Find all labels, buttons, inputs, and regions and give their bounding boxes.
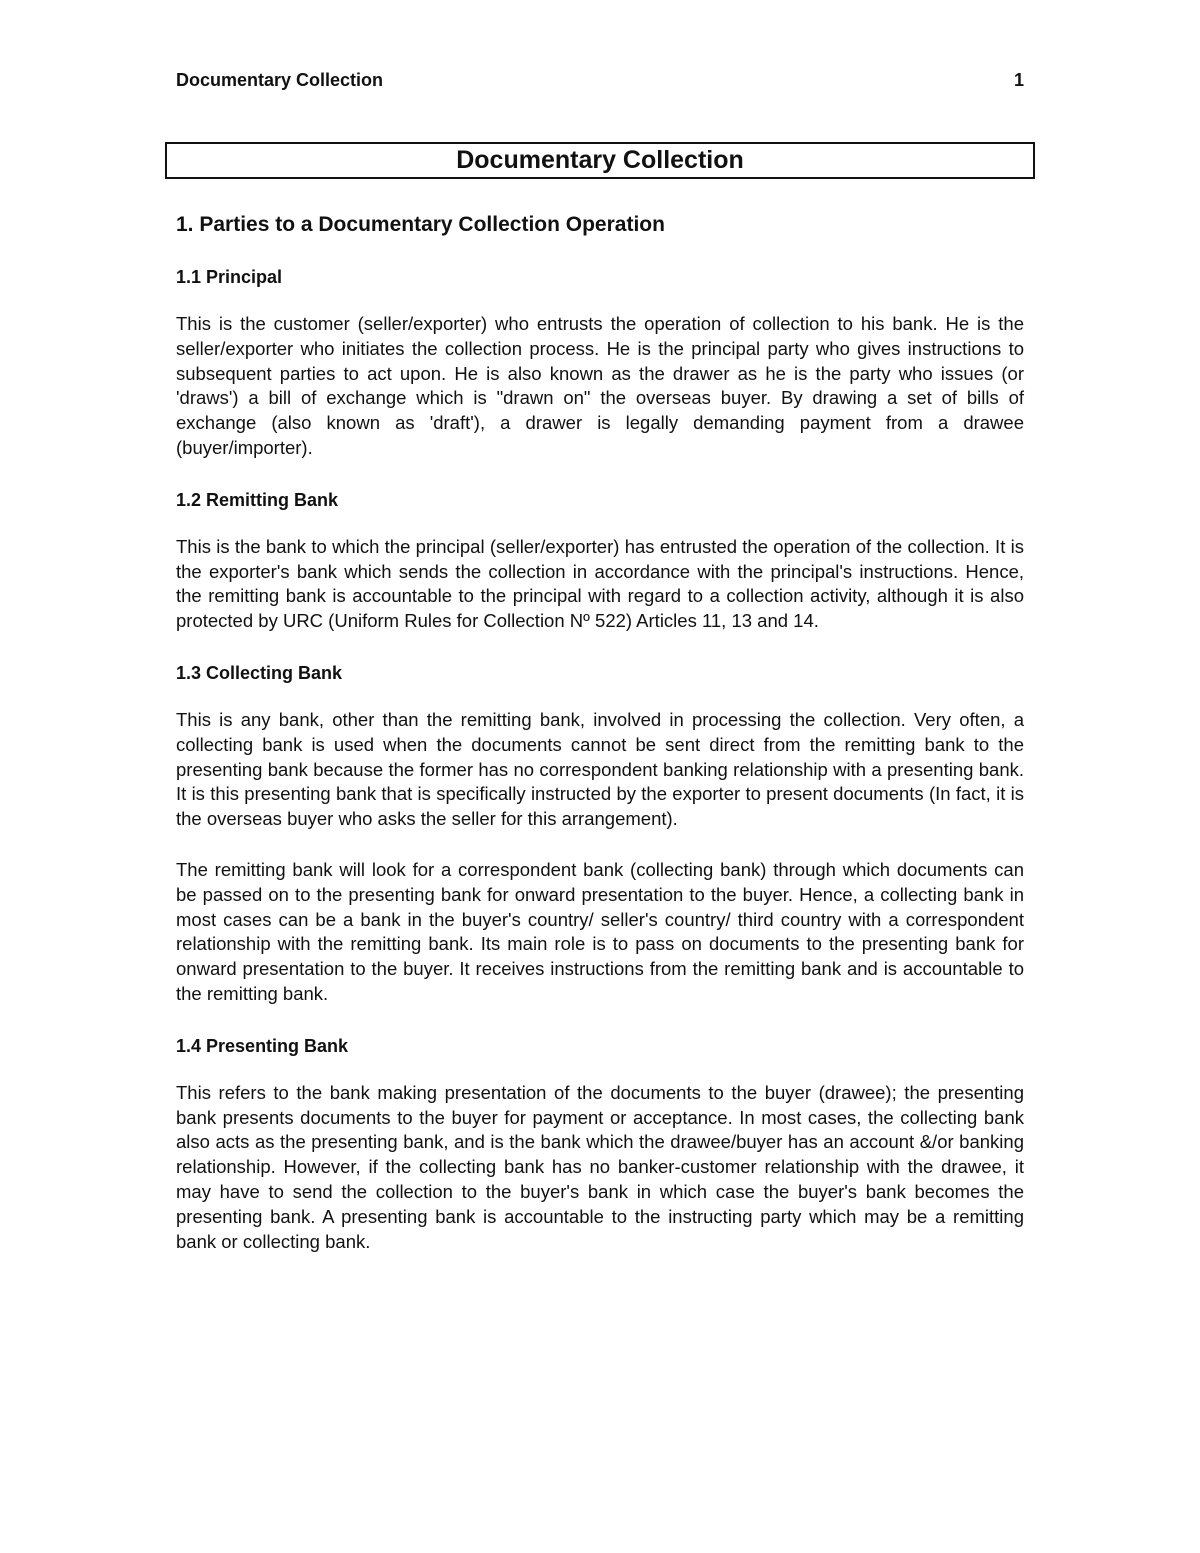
section-heading: 1. Parties to a Documentary Collection Operation bbox=[176, 213, 665, 236]
running-header bbox=[176, 70, 1024, 91]
subsection-heading-presenting-bank: 1.4 Presenting Bank bbox=[176, 1035, 349, 1056]
page-number: 1 bbox=[1013, 70, 1024, 90]
paragraph-principal: This is the customer (seller/exporter) who entrusts the operation of collection to his bank. He is the seller/exporter who initiates the collection process. He is the principal party who gives instructions to subsequent parties to act upon. He is also known as the drawer as he is the party who issues (or 'draws') a bill of exchange which is "drawn on" the overseas buyer. By drawing a set of bills of exchange (also known as 'draft'), a drawer is legally demanding payment from a drawee (buyer/importer). bbox=[176, 313, 1024, 458]
document-title-box bbox=[165, 142, 1035, 179]
paragraph-collecting-bank-1: This is any bank, other than the remitting bank, involved in processing the collection. Very often, a collecting bank is used when the documents cannot be sent direct from the remitting bank to the presenting bank because the former has no correspondent banking relationship with a presenting bank. It is this presenting bank that is specifically instructed by the exporter to present documents (In fact, it is the overseas buyer who asks the seller for this arrangement). bbox=[176, 708, 1024, 830]
subsection-collecting-bank bbox=[176, 660, 1024, 1007]
subsection-heading-principal: 1.1 Principal bbox=[176, 267, 283, 287]
subsection-presenting-bank bbox=[176, 1033, 1024, 1255]
subsection-heading-remitting-bank: 1.2 Remitting Bank bbox=[176, 489, 339, 510]
running-header-title: Documentary Collection bbox=[176, 70, 384, 90]
paragraph-remitting-bank: This is the bank to which the principal (seller/exporter) has entrusted the operation of the collection. It is the exporter's bank which sends the collection in accordance with the principal's instructions. Hence, the remitting bank is accountable to the principal with regard to a collection activity, although it is also protected by URC (Uniform Rules for Collection Nº 522) Articles 11, 13 and 14. bbox=[176, 535, 1024, 632]
subsection-heading-collecting-bank: 1.3 Collecting Bank bbox=[176, 662, 343, 683]
subsection-principal bbox=[176, 264, 1024, 461]
document-title: Documentary Collection bbox=[456, 146, 744, 174]
document-body bbox=[176, 210, 1024, 1280]
paragraph-collecting-bank-2: The remitting bank will look for a correspondent bank (collecting bank) through which documents can be passed on to the presenting bank for onward presentation to the buyer. Hence, a collecting bank in most cases can be a bank in the buyer's country/ seller's country/ third country with a correspondent relationship with the remitting bank. Its main role is to pass on documents to the presenting bank for onward presentation to the buyer. It receives instructions from the remitting bank and is accountable to the remitting bank. bbox=[176, 858, 1024, 1004]
paragraph-presenting-bank: This refers to the bank making presentation of the documents to the buyer (drawee); the presenting bank presents documents to the buyer for payment or acceptance. In most cases, the collecting bank also acts as the presenting bank, and is the bank which the drawee/buyer has an account &/or banking relationship. However, if the collecting bank has no banker-customer relationship with the drawee, it may have to send the collection to the buyer's bank in which case the buyer's bank becomes the presenting bank. A presenting bank is accountable to the instructing party which may be a remitting bank or collecting bank. bbox=[176, 1081, 1024, 1252]
subsection-remitting-bank bbox=[176, 487, 1024, 634]
